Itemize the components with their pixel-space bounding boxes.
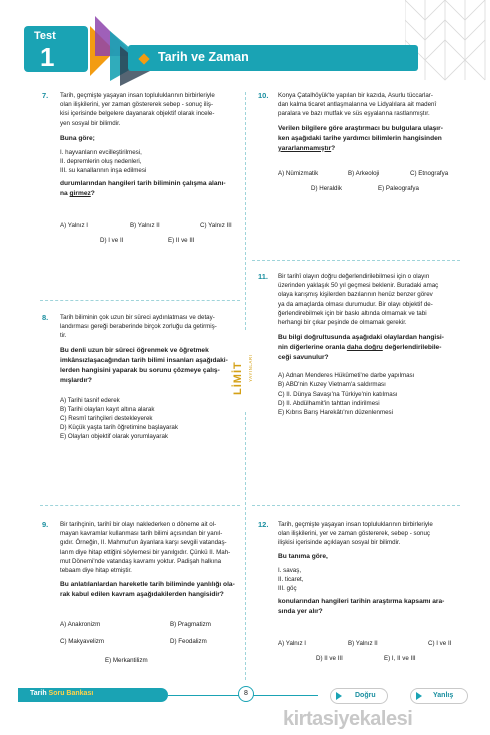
q12-option-d[interactable]: D) II ve III <box>316 655 343 662</box>
q7-emphasis: girmez <box>69 190 91 198</box>
wrong-label: Yanlış <box>433 692 454 699</box>
q9-text-line: Bir tarihçinin, tarihî bir olayı naklederken o döneme ait ol- <box>60 521 217 528</box>
row-separator-right-2 <box>252 505 460 506</box>
q10-text-line: dan kalma ticaret antlaşmalarına ve Lidyalılara ait madenî <box>278 101 437 109</box>
q12-option-b[interactable]: B) Yalnız II <box>348 640 378 647</box>
page-header <box>0 0 490 90</box>
question-8-number: 8. <box>42 313 49 322</box>
q11-text-line: Bir tarihî olayın doğru değerlendirilebilmesi için o olayın <box>278 273 430 280</box>
test-label: Test <box>34 30 56 42</box>
q10-stem: Verilen bilgilere göre araştırmacı bu bulgulara ulaşır- ken aşağıdaki tarihe yardımcı bilimlerin hangisinden yararlanmamıştır? <box>278 124 443 152</box>
q10-emphasis: yararlanmamıştır <box>278 144 332 152</box>
q7-text-line: olan ilişkilerini, yer zaman göstererek sebep - sonuç iliş- <box>60 101 214 109</box>
watermark-text: kirtasiyekalesi <box>283 708 413 730</box>
q8-text-line: tir. <box>60 332 67 340</box>
q11-option-e[interactable]: E) Kıbrıs Barış Harekâtı'nın düzenlenmesi <box>278 409 394 417</box>
q12-option-a[interactable]: A) Yalnız I <box>278 640 306 647</box>
q12-item: II. ticaret, <box>278 575 304 583</box>
q11-stem: Bu bilgi doğrultusunda aşağıdaki olaylardan hangisi- nin diğerlerine oranla daha doğru değerlendirilebile- ceği savunulur? <box>278 334 444 362</box>
q11-option-c[interactable]: C) II. Dünya Savaşı'na Türkiye'nin katılması <box>278 390 398 398</box>
q12-option-e[interactable]: E) I, II ve III <box>384 655 416 662</box>
correct-label: Doğru <box>355 692 376 699</box>
q10-option-b[interactable]: B) Arkeoloji <box>348 170 380 177</box>
q9-text-line: mayan kavramlar kullanması tarih bilimi açısından bir yanıl- <box>60 530 223 538</box>
question-10 <box>278 91 462 158</box>
question-11-number: 11. <box>258 272 269 281</box>
row-separator-right-1 <box>252 260 460 261</box>
play-icon <box>416 692 422 700</box>
q9-option-a[interactable]: A) Anakronizm <box>60 621 101 628</box>
row-separator-left-1 <box>40 300 240 301</box>
q12-options <box>278 640 462 670</box>
q7-option-c[interactable]: C) Yalnız III <box>200 222 232 229</box>
test-number: 1 <box>40 42 55 72</box>
q12-item: I. savaş, <box>278 566 302 574</box>
q8-option-e[interactable]: E) Olayları objektif olarak yorumlayarak <box>60 433 168 441</box>
q9-text-line: mut Dönemi'nde vatandaş kavramı yoktur. Padişah halkına <box>60 557 222 565</box>
q7-options <box>60 222 242 252</box>
publisher-name: LİMİT <box>232 361 244 395</box>
q9-option-b[interactable]: B) Pragmatizm <box>170 621 211 628</box>
q11-text-line: ğerlendirebilmek için bir baskı altında olmamak ve tabi <box>278 309 427 317</box>
q7-item: I. hayvanların evcilleştirilmesi, <box>60 148 142 156</box>
question-7 <box>60 91 242 203</box>
q10-text-line: paralara ve bazı mutfak ve süs eşyalarına rastlanmıştır. <box>278 110 430 118</box>
q12-stem: konularından hangileri tarihin araştırma kapsamı ara- sında yer alır? <box>278 598 445 616</box>
q9-option-e[interactable]: E) Merkantilizm <box>105 657 148 664</box>
q11-option-a[interactable]: A) Adnan Menderes Hükûmeti'ne darbe yapılması <box>278 372 415 380</box>
q12-text-line: Tarih, geçmişte yaşayan insan topluluklarının birbirleriyle <box>278 521 433 528</box>
q9-option-d[interactable]: D) Feodalizm <box>170 638 207 645</box>
q7-text-line: kisi içerisinde belgelere dayanarak objektif olarak incele- <box>60 110 215 118</box>
q11-option-d[interactable]: D) II. Abdülhamit'in tahttan indirilmesi <box>278 399 380 407</box>
q12-text-line: ilişkisi içerisinde açıklayan sosyal bir bilimdir. <box>278 539 401 547</box>
question-12-number: 12. <box>258 520 269 529</box>
q10-option-c[interactable]: C) Etnografya <box>410 170 449 177</box>
question-10-number: 10. <box>258 91 269 100</box>
page-footer <box>0 680 490 735</box>
q8-option-d[interactable]: D) Küçük yaşta tarih öğretimine başlayarak <box>60 424 178 432</box>
q7-stem: durumlarından hangileri tarih biliminin çalışma alanı- na girmez? <box>60 180 226 198</box>
question-9-number: 9. <box>42 520 49 529</box>
q7-item: III. su kanallarının inşa edilmesi <box>60 167 147 175</box>
question-11 <box>278 272 462 421</box>
q7-option-d[interactable]: D) I ve II <box>100 237 124 244</box>
q7-option-e[interactable]: E) II ve III <box>168 237 195 244</box>
page-title: Tarih ve Zaman <box>158 50 249 64</box>
q10-option-e[interactable]: E) Paleografya <box>378 185 419 192</box>
play-icon <box>336 692 342 700</box>
q8-stem: Bu denli uzun bir süreci öğrenmek ve öğretmek imkânsızlaşacağından tarih bilimi insanları aşağıdaki- lerden hangisini yaparak bu sorunu çözmeye çalış- mışlardır? <box>60 346 228 384</box>
question-8 <box>60 313 242 446</box>
q10-option-d[interactable]: D) Heraldik <box>311 185 342 192</box>
q7-option-b[interactable]: B) Yalnız II <box>130 222 160 229</box>
q9-text-line: gıdır. Örneğin, II. Mahmut'un âyanlara karşı sevgili vatandaş- <box>60 539 227 547</box>
q11-option-b[interactable]: B) ABD'nin Kuzey Vietnam'a saldırması <box>278 381 386 389</box>
q9-option-c[interactable]: C) Makyavelizm <box>60 638 105 645</box>
q7-lead: Buna göre; <box>60 134 95 142</box>
q8-option-c[interactable]: C) Resmî tarihçileri destekleyerek <box>60 415 153 423</box>
q9-text-line: larım diye hitap ettiğini söylemesi bir yanılgıdır. Çünkü II. Mah- <box>60 548 231 556</box>
q8-text-line: landırması gereği beraberinde birçok zorluğu da getirmiş- <box>60 323 217 331</box>
q8-option-a[interactable]: A) Tarihi tasnif ederek <box>60 396 120 404</box>
question-7-number: 7. <box>42 91 49 100</box>
q12-option-c[interactable]: C) I ve II <box>428 640 452 647</box>
q7-text-line: Tarih, geçmişte yaşayan insan topluluklarının birbirleriyle <box>60 92 215 99</box>
publisher-subtitle: YAYINLARI <box>248 354 253 382</box>
q11-text-line: herhangi bir çıkar peşinde de olmamak gerekir. <box>278 319 407 327</box>
row-separator-left-2 <box>40 505 240 506</box>
q7-option-a[interactable]: A) Yalnız I <box>60 222 88 229</box>
q10-option-a[interactable]: A) Nümizmatik <box>278 170 319 177</box>
q8-text-line: Tarih biliminin çok uzun bir süreci aydınlatması ve detay- <box>60 314 215 321</box>
q11-text-line: üzerinden yaklaşık 50 yıl geçmesi beklenir. Buradaki amaç <box>278 282 439 290</box>
footer-book-title: Tarih Soru Bankası <box>30 690 94 697</box>
question-9 <box>60 520 242 604</box>
q9-stem: Bu anlatılanlardan hareketle tarih biliminde yanlılığı ola- rak kabul edilen kavram aşağıdakilerden hangisidir? <box>60 581 235 599</box>
q12-item: III. göç <box>278 585 297 593</box>
q11-text-line: olaya karışmış kişilerden bazılarının henüz benzer görev <box>278 291 433 299</box>
question-12 <box>278 520 462 621</box>
q12-lead: Bu tanıma göre, <box>278 552 328 560</box>
page-number: 8 <box>238 686 254 702</box>
q12-text-line: olan ilişkilerini, yer ve zaman göstererek, sebep - sonuç <box>278 530 431 538</box>
q7-text-line: yen sosyal bir bilimdir. <box>60 119 121 127</box>
q9-options <box>60 621 242 666</box>
correct-legend <box>330 688 388 704</box>
q7-item: II. depremlerin oluş nedenleri, <box>60 158 142 166</box>
q9-text-line: tebaam diye hitap etmiştir. <box>60 567 132 575</box>
wrong-legend <box>410 688 468 704</box>
q10-options <box>278 170 462 200</box>
q11-emphasis: daha doğru <box>346 344 383 352</box>
q10-text-line: Konya Çatalhöyük'te yapılan bir kazıda, Asurlu tüccarlar- <box>278 92 433 99</box>
q11-text-line: ya da amaçlarda olması durumudur. Bir olayı objektif de- <box>278 300 433 308</box>
q8-option-b[interactable]: B) Tarihi olayları kayıt altına alarak <box>60 405 155 413</box>
